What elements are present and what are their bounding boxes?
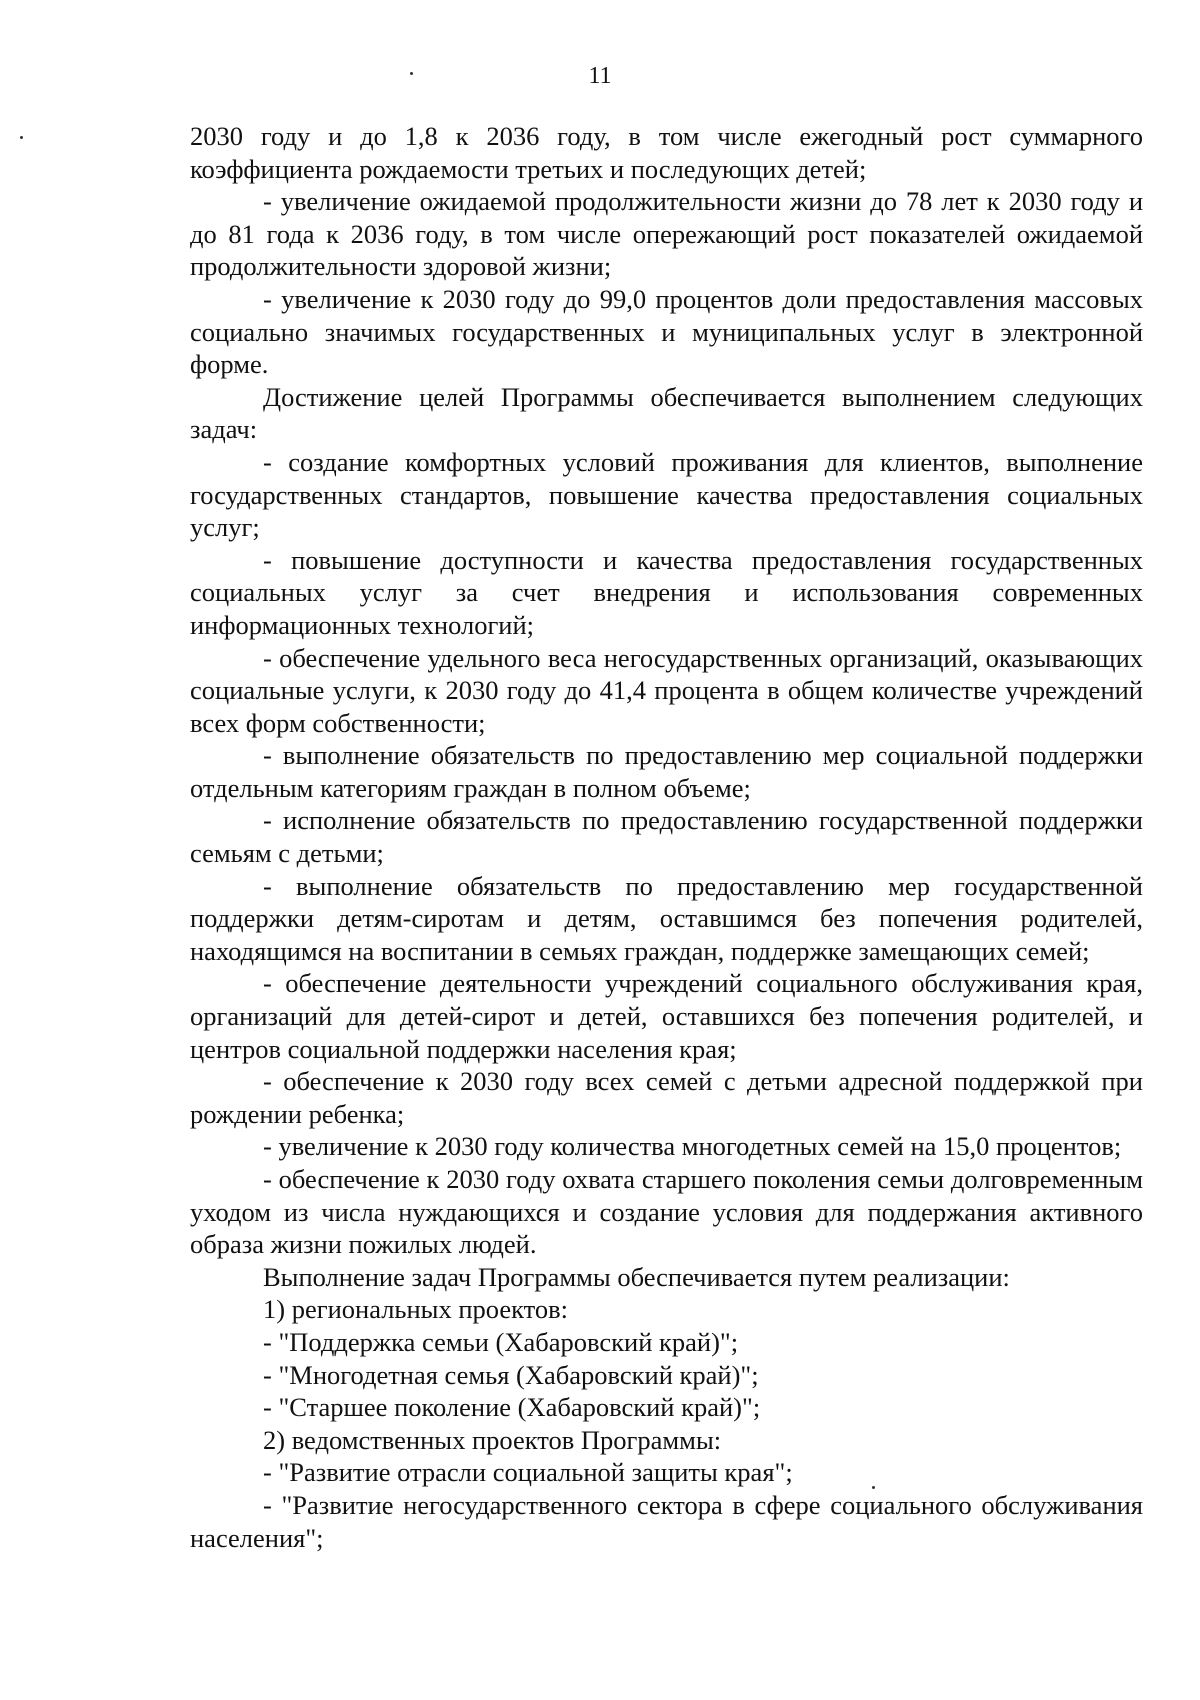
page-number: 11 [588,63,612,89]
paragraph: - увеличение к 2030 году количества многодетных семей на 15,0 процентов; [263,1131,1122,1162]
paragraph: - увеличение к 2030 году до 99,0 процентов доли предоставления массовых социально значимых государственных и муниципальных услуг в электронной форме. [190,283,1143,380]
paragraph: - обеспечение к 2030 году всех семей с детьми адресной поддержкой при рождении ребенка; [190,1066,1143,1129]
paragraph: - обеспечение удельного веса негосударственных организаций, оказывающих социальные услуги, к 2030 году до 41,4 процента в общем количестве учреждений всех форм собственности; [190,642,1143,738]
list-item: - "Поддержка семьи (Хабаровский край)"; [263,1326,739,1357]
document-body [190,120,1143,1554]
paragraph: - выполнение обязательств по предоставлению мер государственной поддержки детям-сиротам и детям, оставшимся без попечения родителей, находящимся на воспитании в семьях граждан, поддержке замещающих семей; [190,870,1143,966]
list-item: - "Многодетная семья (Хабаровский край)"; [263,1359,759,1390]
paragraph: - увеличение ожидаемой продолжительности жизни до 78 лет к 2030 году и до 81 года к 2036 году, в том числе опережающий рост показателей ожидаемой продолжительности здоровой жизни; [190,186,1143,282]
list-item: 2) ведомственных проектов Программы: [263,1424,722,1455]
paragraph: - обеспечение к 2030 году охвата старшего поколения семьи долговременным уходом из числа нуждающихся и создание условия для поддержания активного образа жизни пожилых людей. [190,1164,1143,1260]
paragraph: - обеспечение деятельности учреждений социального обслуживания края, организаций для детей-сирот и детей, оставшихся без попечения родителей, и центров социальной поддержки населения края; [190,968,1143,1064]
paragraph: Достижение целей Программы обеспечивается выполнением следующих задач: [190,381,1143,445]
list-item: 1) региональных проектов: [263,1294,569,1325]
scan-speck [20,136,23,139]
list-item: - "Развитие негосударственного сектора в сфере социального обслуживания населения"; [190,1489,1143,1553]
paragraph: - создание комфортных условий проживания для клиентов, выполнение государственных стандартов, повышение качества предоставления социальных услуг; [190,446,1143,543]
paragraph: 2030 году и до 1,8 к 2036 году, в том числе ежегодный рост суммарного коэффициента рождаемости третьих и последующих детей; [190,121,1143,184]
paragraph: - выполнение обязательств по предоставлению мер социальной поддержки отдельным категориям граждан в полном объеме; [190,740,1143,803]
list-item: - "Старшее поколение (Хабаровский край)"; [263,1392,761,1423]
paragraph: Выполнение задач Программы обеспечивается путем реализации: [263,1261,1010,1292]
paragraph: - повышение доступности и качества предоставления государственных социальных услуг за счет внедрения и использования современных информационных технологий; [190,544,1143,640]
list-item: - "Развитие отрасли социальной защиты края"; [263,1457,793,1488]
paragraph: - исполнение обязательств по предоставлению государственной поддержки семьям с детьми; [190,805,1143,869]
